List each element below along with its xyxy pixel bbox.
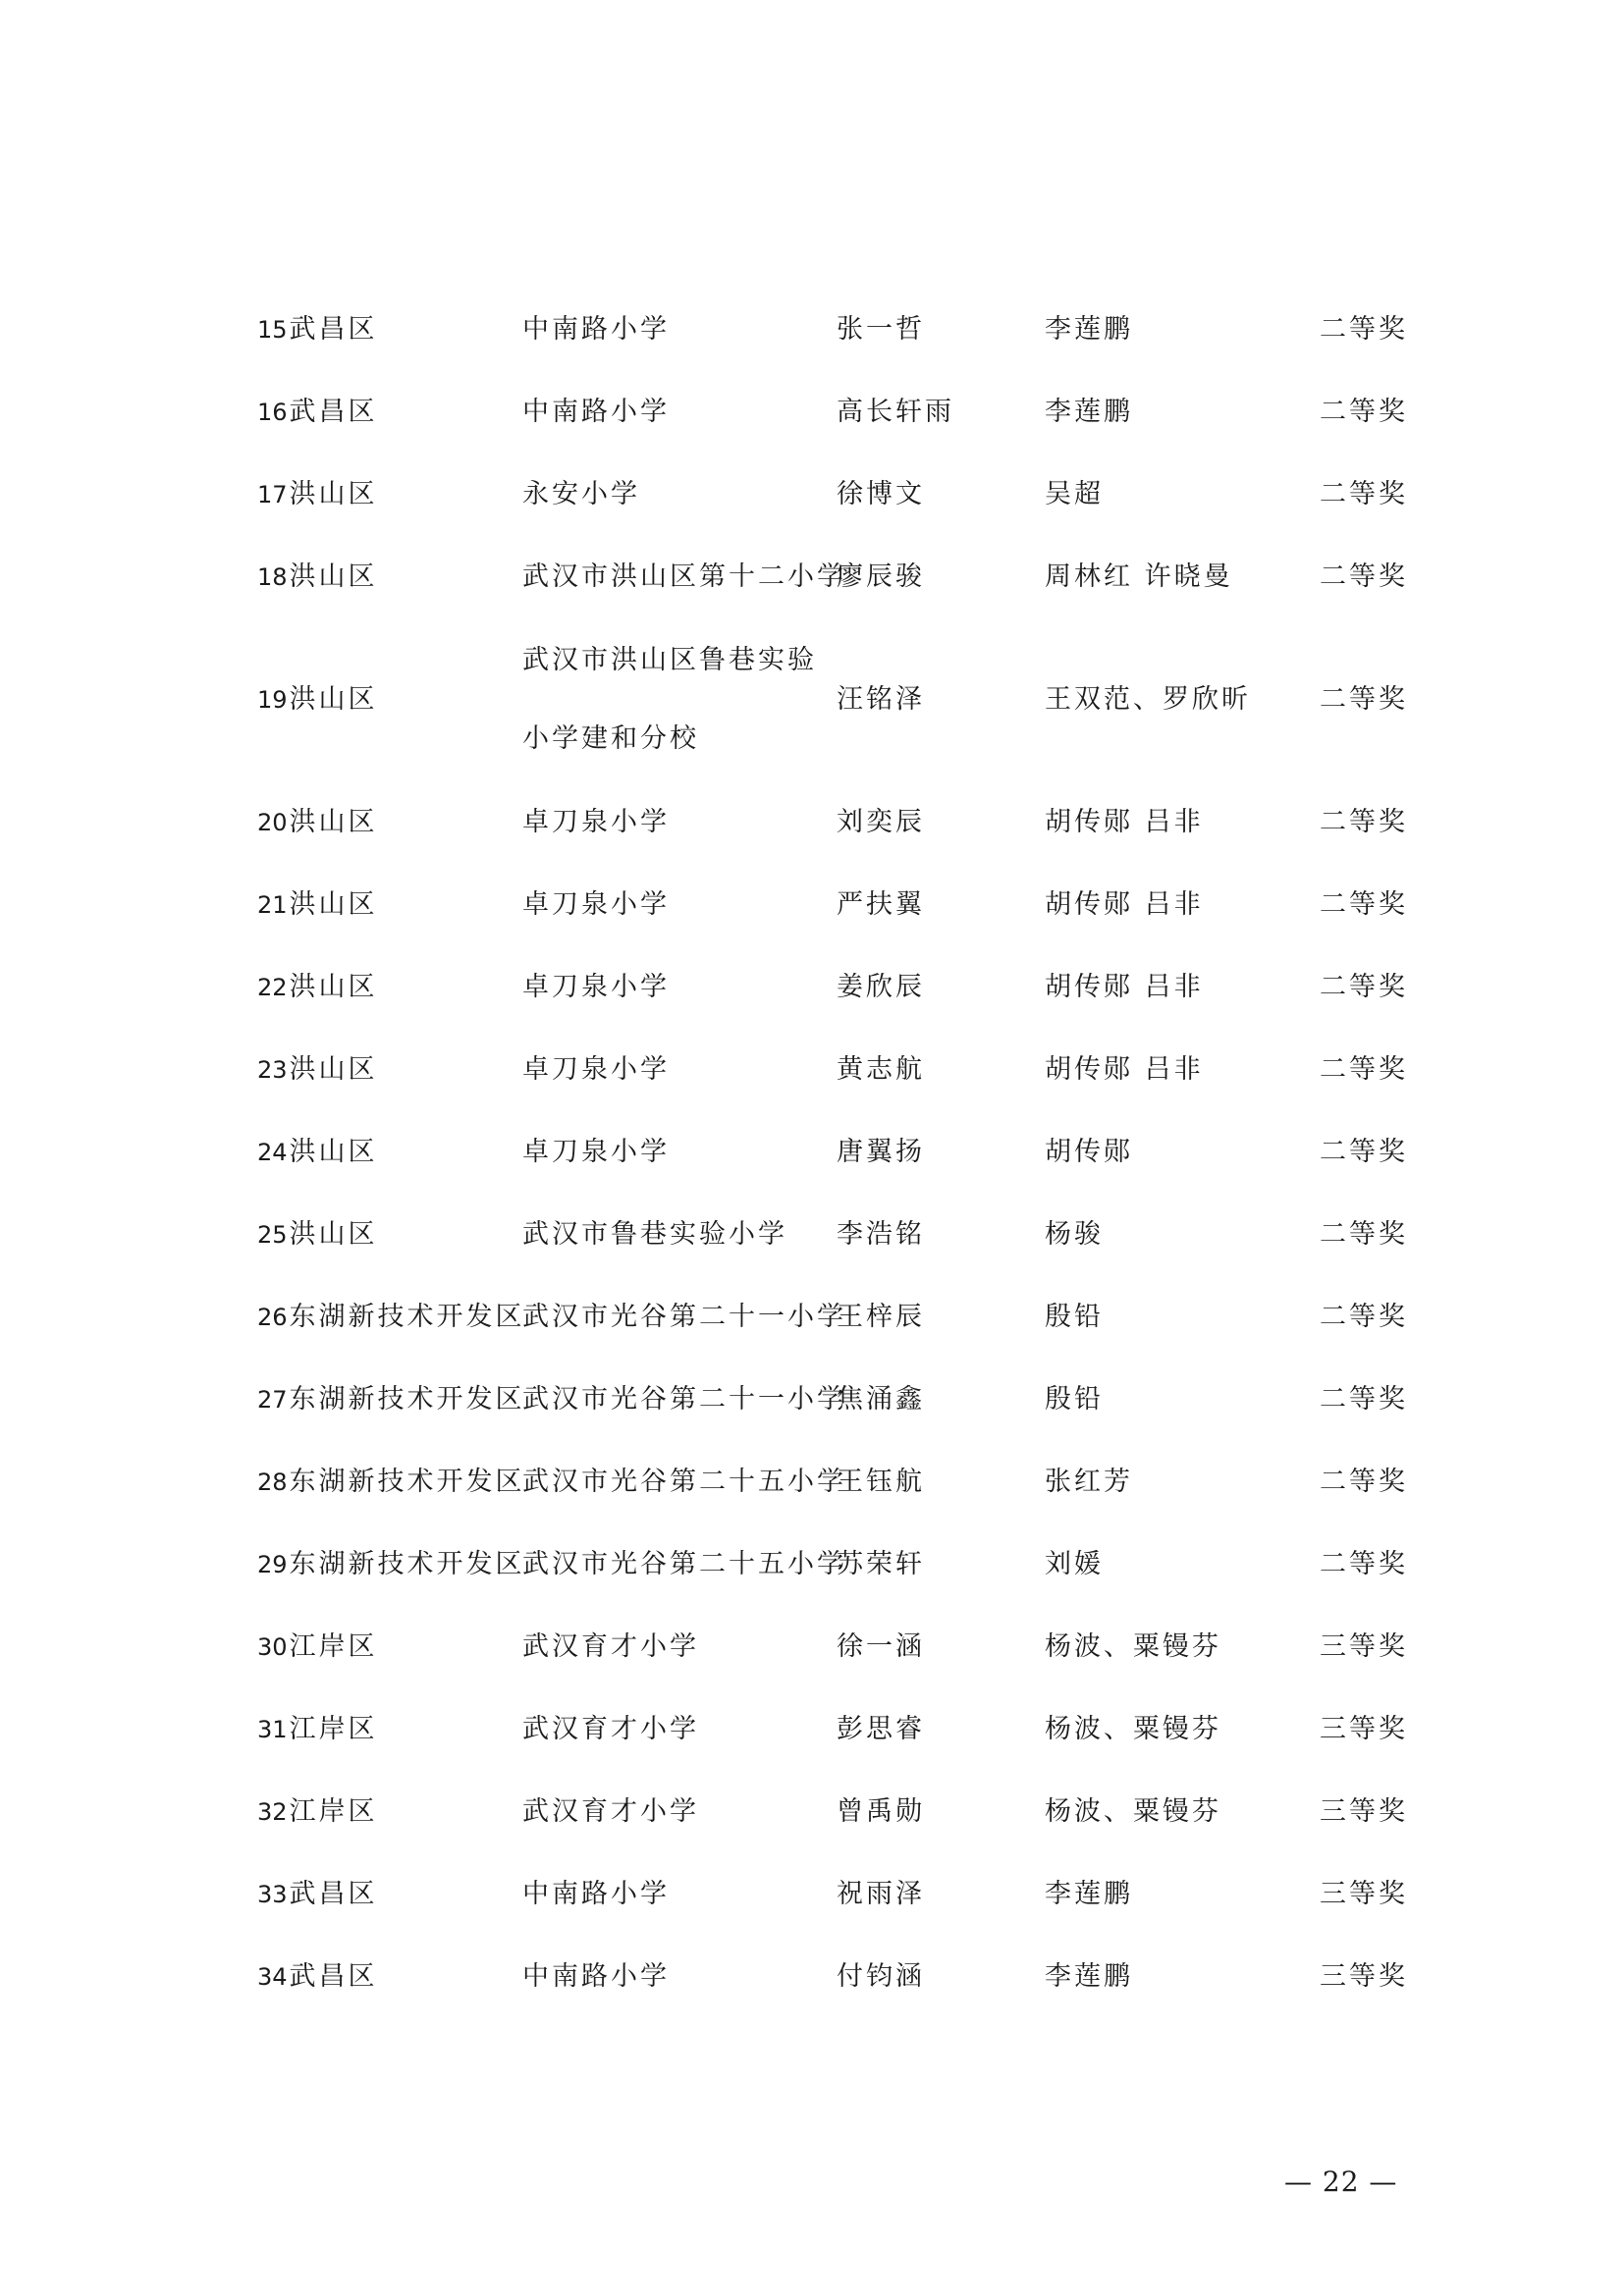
award-cell: 三等奖 [1320, 1879, 1408, 1909]
table-row [257, 1936, 1416, 2018]
teacher-cell: 王双范、罗欣昕 [1045, 684, 1251, 715]
student-cell: 汪铭泽 [837, 684, 925, 715]
school-cell: 中南路小学 [522, 1961, 670, 1992]
district-cell [257, 1441, 525, 1523]
district-cell [257, 1029, 522, 1111]
district-cell [257, 1194, 522, 1276]
student-cell: 张一哲 [837, 314, 925, 345]
table-row [257, 1853, 1416, 1936]
district-cell [257, 1771, 522, 1853]
award-cell: 二等奖 [1320, 684, 1408, 715]
table-row [257, 289, 1416, 371]
award-cell: 三等奖 [1320, 1796, 1408, 1827]
award-cell: 二等奖 [1320, 1219, 1408, 1250]
page-number: — 22 — [1284, 2165, 1398, 2198]
teacher-cell: 刘媛 [1045, 1549, 1104, 1579]
row-number: 33 [257, 1881, 288, 1908]
award-cell: 二等奖 [1320, 1302, 1408, 1332]
student-cell: 付钧涵 [837, 1961, 925, 1992]
teacher-cell: 李莲鹏 [1045, 397, 1133, 427]
award-cell: 二等奖 [1320, 1384, 1408, 1415]
table-row [257, 1359, 1416, 1441]
row-number: 32 [257, 1798, 288, 1826]
table-row [257, 1029, 1416, 1111]
district-cell [257, 864, 522, 946]
table-row [257, 1194, 1416, 1276]
teacher-cell: 杨骏 [1045, 1219, 1104, 1250]
student-cell: 王梓辰 [837, 1302, 925, 1332]
award-cell: 二等奖 [1320, 972, 1408, 1002]
district-name: 东湖新技术开发区 [289, 1549, 525, 1579]
district-name: 洪山区 [289, 889, 378, 920]
row-number: 15 [257, 316, 288, 344]
award-cell: 二等奖 [1320, 314, 1408, 345]
table-row [257, 1523, 1416, 1606]
district-name: 武昌区 [289, 1879, 378, 1909]
district-name: 洪山区 [289, 972, 378, 1002]
table-row [257, 946, 1416, 1029]
district-name: 武昌区 [289, 397, 378, 427]
school-cell: 卓刀泉小学 [522, 972, 670, 1002]
row-number: 22 [257, 974, 288, 1001]
school-cell: 卓刀泉小学 [522, 807, 670, 837]
teacher-cell: 周林红 许晓曼 [1045, 561, 1233, 592]
district-name: 洪山区 [289, 479, 378, 509]
award-cell: 二等奖 [1320, 807, 1408, 837]
district-name: 洪山区 [289, 1137, 378, 1167]
district-name: 东湖新技术开发区 [289, 1467, 525, 1497]
award-cell: 三等奖 [1320, 1714, 1408, 1744]
award-cell: 二等奖 [1320, 1549, 1408, 1579]
school-cell: 卓刀泉小学 [522, 889, 670, 920]
school-cell: 武汉市洪山区第十二小学 [522, 561, 846, 592]
district-name: 江岸区 [289, 1631, 378, 1662]
award-cell: 二等奖 [1320, 479, 1408, 509]
table-row [257, 1606, 1416, 1688]
school-cell: 武汉市光谷第二十五小学 [522, 1467, 846, 1497]
student-cell: 焦涌鑫 [837, 1384, 925, 1415]
row-number: 18 [257, 563, 288, 591]
district-cell [257, 289, 522, 371]
student-cell: 祝雨泽 [837, 1879, 925, 1909]
student-cell: 刘奕辰 [837, 807, 925, 837]
award-table-body [257, 289, 1416, 2018]
award-table [257, 289, 1416, 2018]
teacher-cell: 李莲鹏 [1045, 314, 1133, 345]
school-cell: 武汉市光谷第二十一小学 [522, 1384, 846, 1415]
school-cell: 中南路小学 [522, 314, 670, 345]
district-cell [257, 1606, 522, 1688]
student-cell: 姜欣辰 [837, 972, 925, 1002]
student-cell: 徐一涵 [837, 1631, 925, 1662]
student-cell: 苏荣轩 [837, 1549, 925, 1579]
row-number: 24 [257, 1139, 288, 1166]
student-cell: 黄志航 [837, 1054, 925, 1085]
row-number: 30 [257, 1633, 288, 1661]
award-cell: 三等奖 [1320, 1961, 1408, 1992]
row-number: 31 [257, 1716, 288, 1743]
district-cell [257, 1359, 525, 1441]
row-number: 27 [257, 1386, 288, 1414]
district-name: 江岸区 [289, 1796, 378, 1827]
school-cell: 武汉市光谷第二十一小学 [522, 1302, 846, 1332]
district-cell [257, 371, 522, 454]
award-cell: 二等奖 [1320, 561, 1408, 592]
row-number: 16 [257, 399, 288, 426]
teacher-cell: 胡传郧 吕非 [1045, 972, 1204, 1002]
school-cell: 中南路小学 [522, 1879, 670, 1909]
student-cell: 唐翼扬 [837, 1137, 925, 1167]
teacher-cell: 吴超 [1045, 479, 1104, 509]
school-cell: 武汉市洪山区鲁巷实验小学建和分校 [522, 645, 817, 754]
student-cell: 曾禹勋 [837, 1796, 925, 1827]
table-row [257, 536, 1416, 618]
table-row [257, 454, 1416, 536]
student-cell: 高长轩雨 [837, 397, 954, 427]
table-row [257, 618, 1416, 781]
teacher-cell: 李莲鹏 [1045, 1961, 1133, 1992]
teacher-cell: 李莲鹏 [1045, 1879, 1133, 1909]
school-cell: 武汉市鲁巷实验小学 [522, 1219, 787, 1250]
district-name: 洪山区 [289, 1054, 378, 1085]
district-cell [257, 1688, 522, 1771]
row-number: 19 [257, 686, 288, 714]
school-cell: 卓刀泉小学 [522, 1137, 670, 1167]
district-name: 洪山区 [289, 561, 378, 592]
teacher-cell: 殷铅 [1045, 1384, 1104, 1415]
district-name: 东湖新技术开发区 [289, 1384, 525, 1415]
row-number: 21 [257, 891, 288, 919]
district-cell [257, 454, 522, 536]
row-number: 34 [257, 1963, 288, 1991]
row-number: 28 [257, 1468, 288, 1496]
table-row [257, 1441, 1416, 1523]
award-cell: 二等奖 [1320, 889, 1408, 920]
district-cell [257, 1853, 522, 1936]
table-row [257, 1111, 1416, 1194]
table-row [257, 1771, 1416, 1853]
award-cell: 二等奖 [1320, 1054, 1408, 1085]
row-number: 17 [257, 481, 288, 508]
district-name: 洪山区 [289, 807, 378, 837]
student-cell: 彭思睿 [837, 1714, 925, 1744]
teacher-cell: 杨波、粟镘芬 [1045, 1631, 1221, 1662]
row-number: 20 [257, 809, 288, 836]
row-number: 23 [257, 1056, 288, 1084]
district-cell [257, 781, 522, 864]
school-cell: 武汉育才小学 [522, 1631, 699, 1662]
teacher-cell: 胡传郧 [1045, 1137, 1133, 1167]
district-name: 东湖新技术开发区 [289, 1302, 525, 1332]
district-name: 洪山区 [289, 1219, 378, 1250]
teacher-cell: 杨波、粟镘芬 [1045, 1796, 1221, 1827]
teacher-cell: 胡传郧 吕非 [1045, 889, 1204, 920]
school-cell: 卓刀泉小学 [522, 1054, 670, 1085]
teacher-cell: 殷铅 [1045, 1302, 1104, 1332]
district-name: 武昌区 [289, 1961, 378, 1992]
district-name: 洪山区 [289, 684, 378, 715]
district-cell [257, 1523, 525, 1606]
district-cell [257, 946, 522, 1029]
teacher-cell: 胡传郧 吕非 [1045, 1054, 1204, 1085]
district-cell [257, 618, 522, 781]
district-name: 江岸区 [289, 1714, 378, 1744]
district-cell [257, 536, 522, 618]
school-cell: 永安小学 [522, 479, 640, 509]
student-cell: 李浩铭 [837, 1219, 925, 1250]
award-cell: 三等奖 [1320, 1631, 1408, 1662]
district-cell [257, 1936, 522, 2018]
school-cell: 武汉育才小学 [522, 1714, 699, 1744]
row-number: 26 [257, 1304, 288, 1331]
school-cell: 中南路小学 [522, 397, 670, 427]
student-cell: 严扶翼 [837, 889, 925, 920]
award-cell: 二等奖 [1320, 1137, 1408, 1167]
district-cell [257, 1276, 525, 1359]
student-cell: 廖辰骏 [837, 561, 925, 592]
teacher-cell: 张红芳 [1045, 1467, 1133, 1497]
teacher-cell: 杨波、粟镘芬 [1045, 1714, 1221, 1744]
table-row [257, 1276, 1416, 1359]
table-row [257, 781, 1416, 864]
district-name: 武昌区 [289, 314, 378, 345]
teacher-cell: 胡传郧 吕非 [1045, 807, 1204, 837]
student-cell: 徐博文 [837, 479, 925, 509]
row-number: 25 [257, 1221, 288, 1249]
table-row [257, 371, 1416, 454]
table-row [257, 1688, 1416, 1771]
school-cell: 武汉育才小学 [522, 1796, 699, 1827]
student-cell: 王钰航 [837, 1467, 925, 1497]
award-cell: 二等奖 [1320, 397, 1408, 427]
district-cell [257, 1111, 522, 1194]
school-cell: 武汉市光谷第二十五小学 [522, 1549, 846, 1579]
award-cell: 二等奖 [1320, 1467, 1408, 1497]
row-number: 29 [257, 1551, 288, 1578]
table-row [257, 864, 1416, 946]
